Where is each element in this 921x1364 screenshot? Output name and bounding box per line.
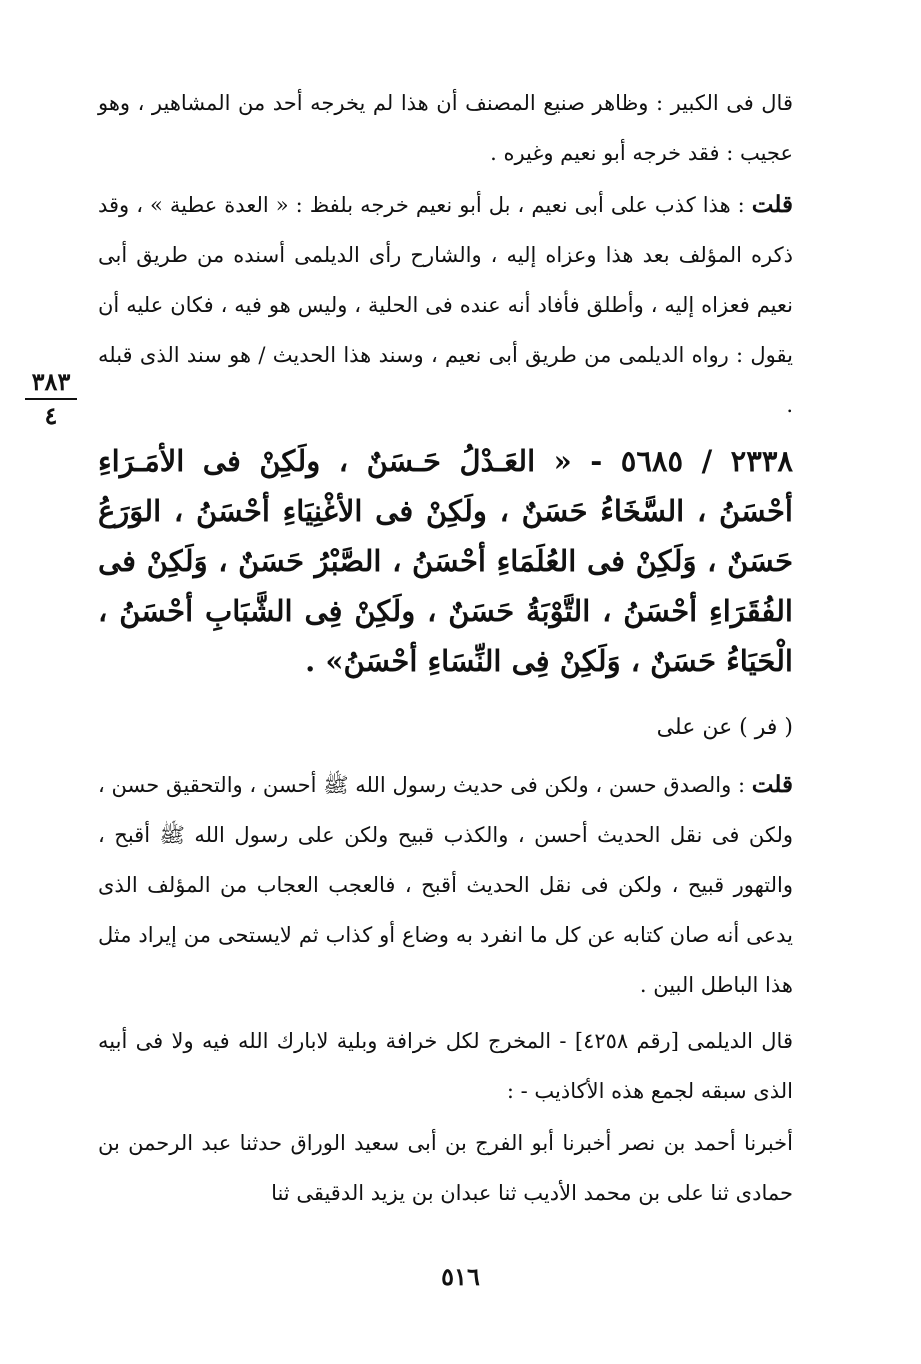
paragraph-text: : هذا كذب على أبى نعيم ، بل أبو نعيم خرجه بلفظ : « العدة عطية » ، وقد ذكره المؤلف بعد هذا وعزاه إليه ، والشارح رأى الديلمى أسنده من طريق أبى نعيم فعزاه إليه ، وأطلق فأفاد أنه عنده فى الحلية ، وليس هو فيه ، فكان عليه أن يقول : رواه الديلمى من طريق أبى نعيم ، وسند هذا الحديث / هو سند الذى قبله . bbox=[98, 193, 793, 417]
qultu-lead: قلت bbox=[751, 191, 793, 218]
paragraph-rebuttal-1 bbox=[98, 180, 793, 430]
margin-reference-top: ٣٨٣ bbox=[31, 367, 71, 396]
paragraph-kabir-quote bbox=[98, 78, 793, 178]
page-number: ٥١٦ bbox=[441, 1262, 480, 1291]
qultu-lead: قلت bbox=[751, 771, 793, 798]
paragraph-text: قال الديلمى [رقم ٤٢٥٨] - المخرج لكل خرافة وبلية لابارك الله فيه ولا فى أبيه الذى سبقه لجمع هذه الأكاذيب - : bbox=[98, 1029, 793, 1103]
paragraph-text: : والصدق حسن ، ولكن فى حديث رسول الله ﷺ أحسن ، والتحقيق حسن ، ولكن فى نقل الحديث أحسن ، والكذب قبيح ولكن على رسول الله ﷺ أقبح ، والتهور قبيح ، ولكن فى نقل الحديث أقبح ، فالعجب العجاب من المؤلف الذى يدعى أنه صان كتابه عن كل ما انفرد به وضاع أو كذاب ثم لايستحى من إيراد مثل هذا الباطل البين . bbox=[98, 773, 793, 997]
margin-reference-bottom: ٤ bbox=[44, 401, 58, 430]
paragraph-daylami bbox=[98, 1016, 793, 1116]
margin-reference-rule bbox=[25, 398, 77, 400]
hadith-text bbox=[98, 436, 793, 686]
paragraph-text: قال فى الكبير : وظاهر صنيع المصنف أن هذا لم يخرجه أحد من المشاهير ، وهو عجيب : فقد خرجه أبو نعيم وغيره . bbox=[98, 91, 793, 165]
paragraph-text: أخبرنا أحمد بن نصر أخبرنا أبو الفرج بن أبى سعيد الوراق حدثنا عبد الرحمن بن حمادى ثنا على بن محمد الأديب ثنا عبدان بن يزيد الدقيقى ثنا bbox=[98, 1131, 793, 1205]
hadith-source: ( فر ) عن على bbox=[656, 715, 793, 740]
hadith-body: ٢٣٣٨ / ٥٦٨٥ - « العَـدْلُ حَـسَنٌ ، ولَكِنْ فى الأمَـرَاءِ أحْسَنُ ، السَّخَاءُ حَسَنٌ ، ولَكِنْ فى الأغْنِيَاءِ أحْسَنُ ، الوَرَعُ حَسَنٌ ، وَلَكِنْ فى العُلَمَاءِ أحْسَنُ ، الصَّبْرُ حَسَنٌ ، وَلَكِنْ فى الفُقَرَاءِ أحْسَنُ ، التَّوْبَةُ حَسَنٌ ، ولَكِنْ فِى الشَّبَابِ أحْسَنُ ، الْحَيَاءُ حَسَنٌ ، وَلَكِنْ فِى النِّسَاءِ أحْسَنُ» . bbox=[98, 444, 793, 678]
paragraph-rebuttal-2 bbox=[98, 760, 793, 1010]
paragraph-isnad bbox=[98, 1118, 793, 1218]
margin-reference bbox=[16, 368, 86, 430]
